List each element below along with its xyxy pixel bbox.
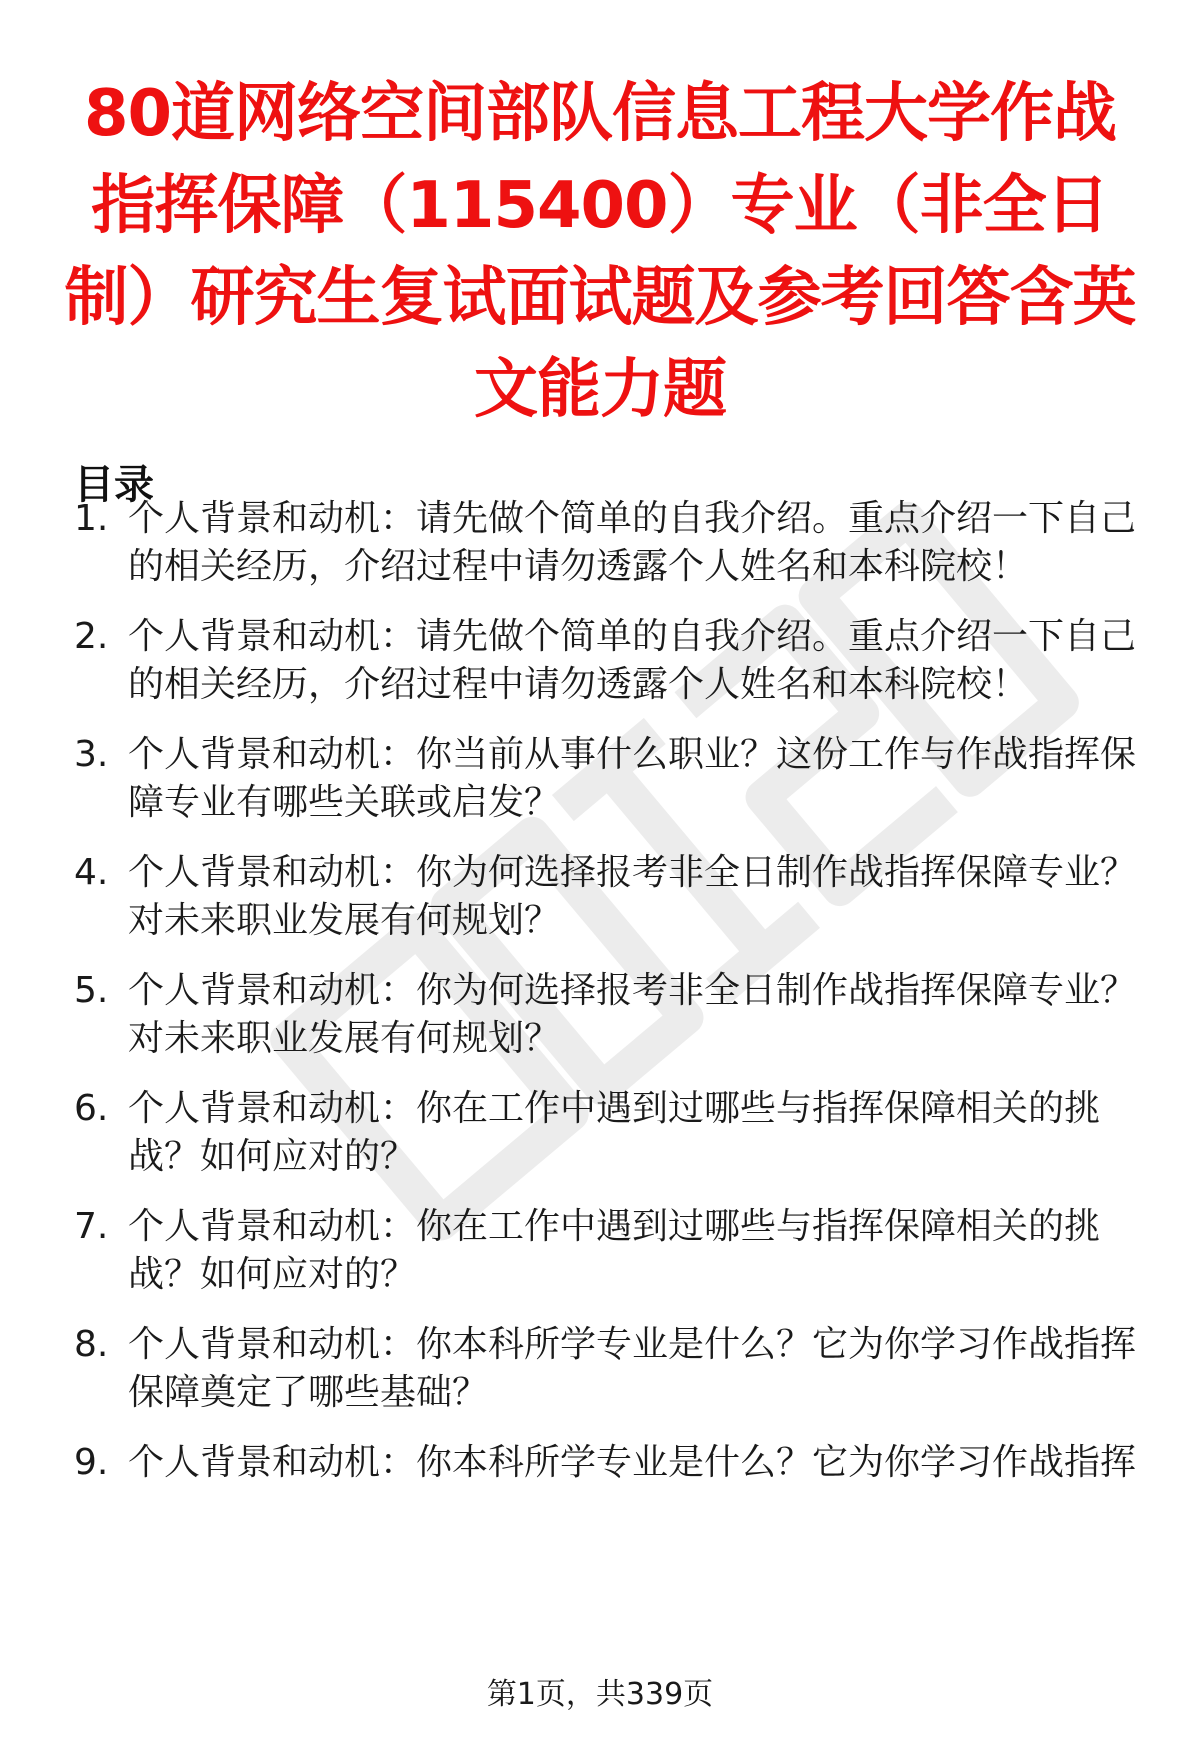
toc-item-number: 4.: [74, 852, 109, 893]
toc-item-number: 2.: [74, 616, 109, 657]
toc-item-number: 5.: [74, 970, 109, 1011]
document-title: 80道网络空间部队信息工程大学作战指挥保障（115400）专业（非全日制）研究生复试面试题及参考回答含英文能力题: [64, 77, 1136, 427]
toc-item-text: 个人背景和动机：你本科所学专业是什么？它为你学习作战指挥保障奠定了哪些基础？: [128, 1324, 1137, 1413]
page-footer: 第1页，共339页: [486, 1677, 714, 1712]
toc-item-text: 个人背景和动机：你为何选择报考非全日制作战指挥保障专业？对未来职业发展有何规划？: [128, 970, 1137, 1059]
toc-item-text: 个人背景和动机：请先做个简单的自我介绍。重点介绍一下自己的相关经历，介绍过程中请勿透露个人姓名和本科院校！: [128, 616, 1137, 705]
toc-item-text: 个人背景和动机：你在工作中遇到过哪些与指挥保障相关的挑战？如何应对的？: [128, 1206, 1101, 1295]
toc-item-number: 3.: [74, 734, 109, 775]
toc-item-text: 个人背景和动机：你本科所学专业是什么？它为你学习作战指挥: [128, 1442, 1137, 1483]
toc-item-number: 9.: [74, 1442, 109, 1483]
toc-item-number: 1.: [74, 498, 109, 539]
toc-item-text: 个人背景和动机：你在工作中遇到过哪些与指挥保障相关的挑战？如何应对的？: [128, 1088, 1101, 1177]
toc-item-number: 8.: [74, 1324, 109, 1365]
toc-heading: 目录: [74, 462, 154, 508]
toc-item-text: 个人背景和动机：请先做个简单的自我介绍。重点介绍一下自己的相关经历，介绍过程中请勿透露个人姓名和本科院校！: [128, 498, 1137, 587]
toc-item-number: 6.: [74, 1088, 109, 1129]
toc-item-text: 个人背景和动机：你为何选择报考非全日制作战指挥保障专业？对未来职业发展有何规划？: [128, 852, 1137, 941]
toc-item-text: 个人背景和动机：你当前从事什么职业？这份工作与作战指挥保障专业有哪些关联或启发？: [128, 734, 1137, 823]
toc-item-number: 7.: [74, 1206, 109, 1247]
